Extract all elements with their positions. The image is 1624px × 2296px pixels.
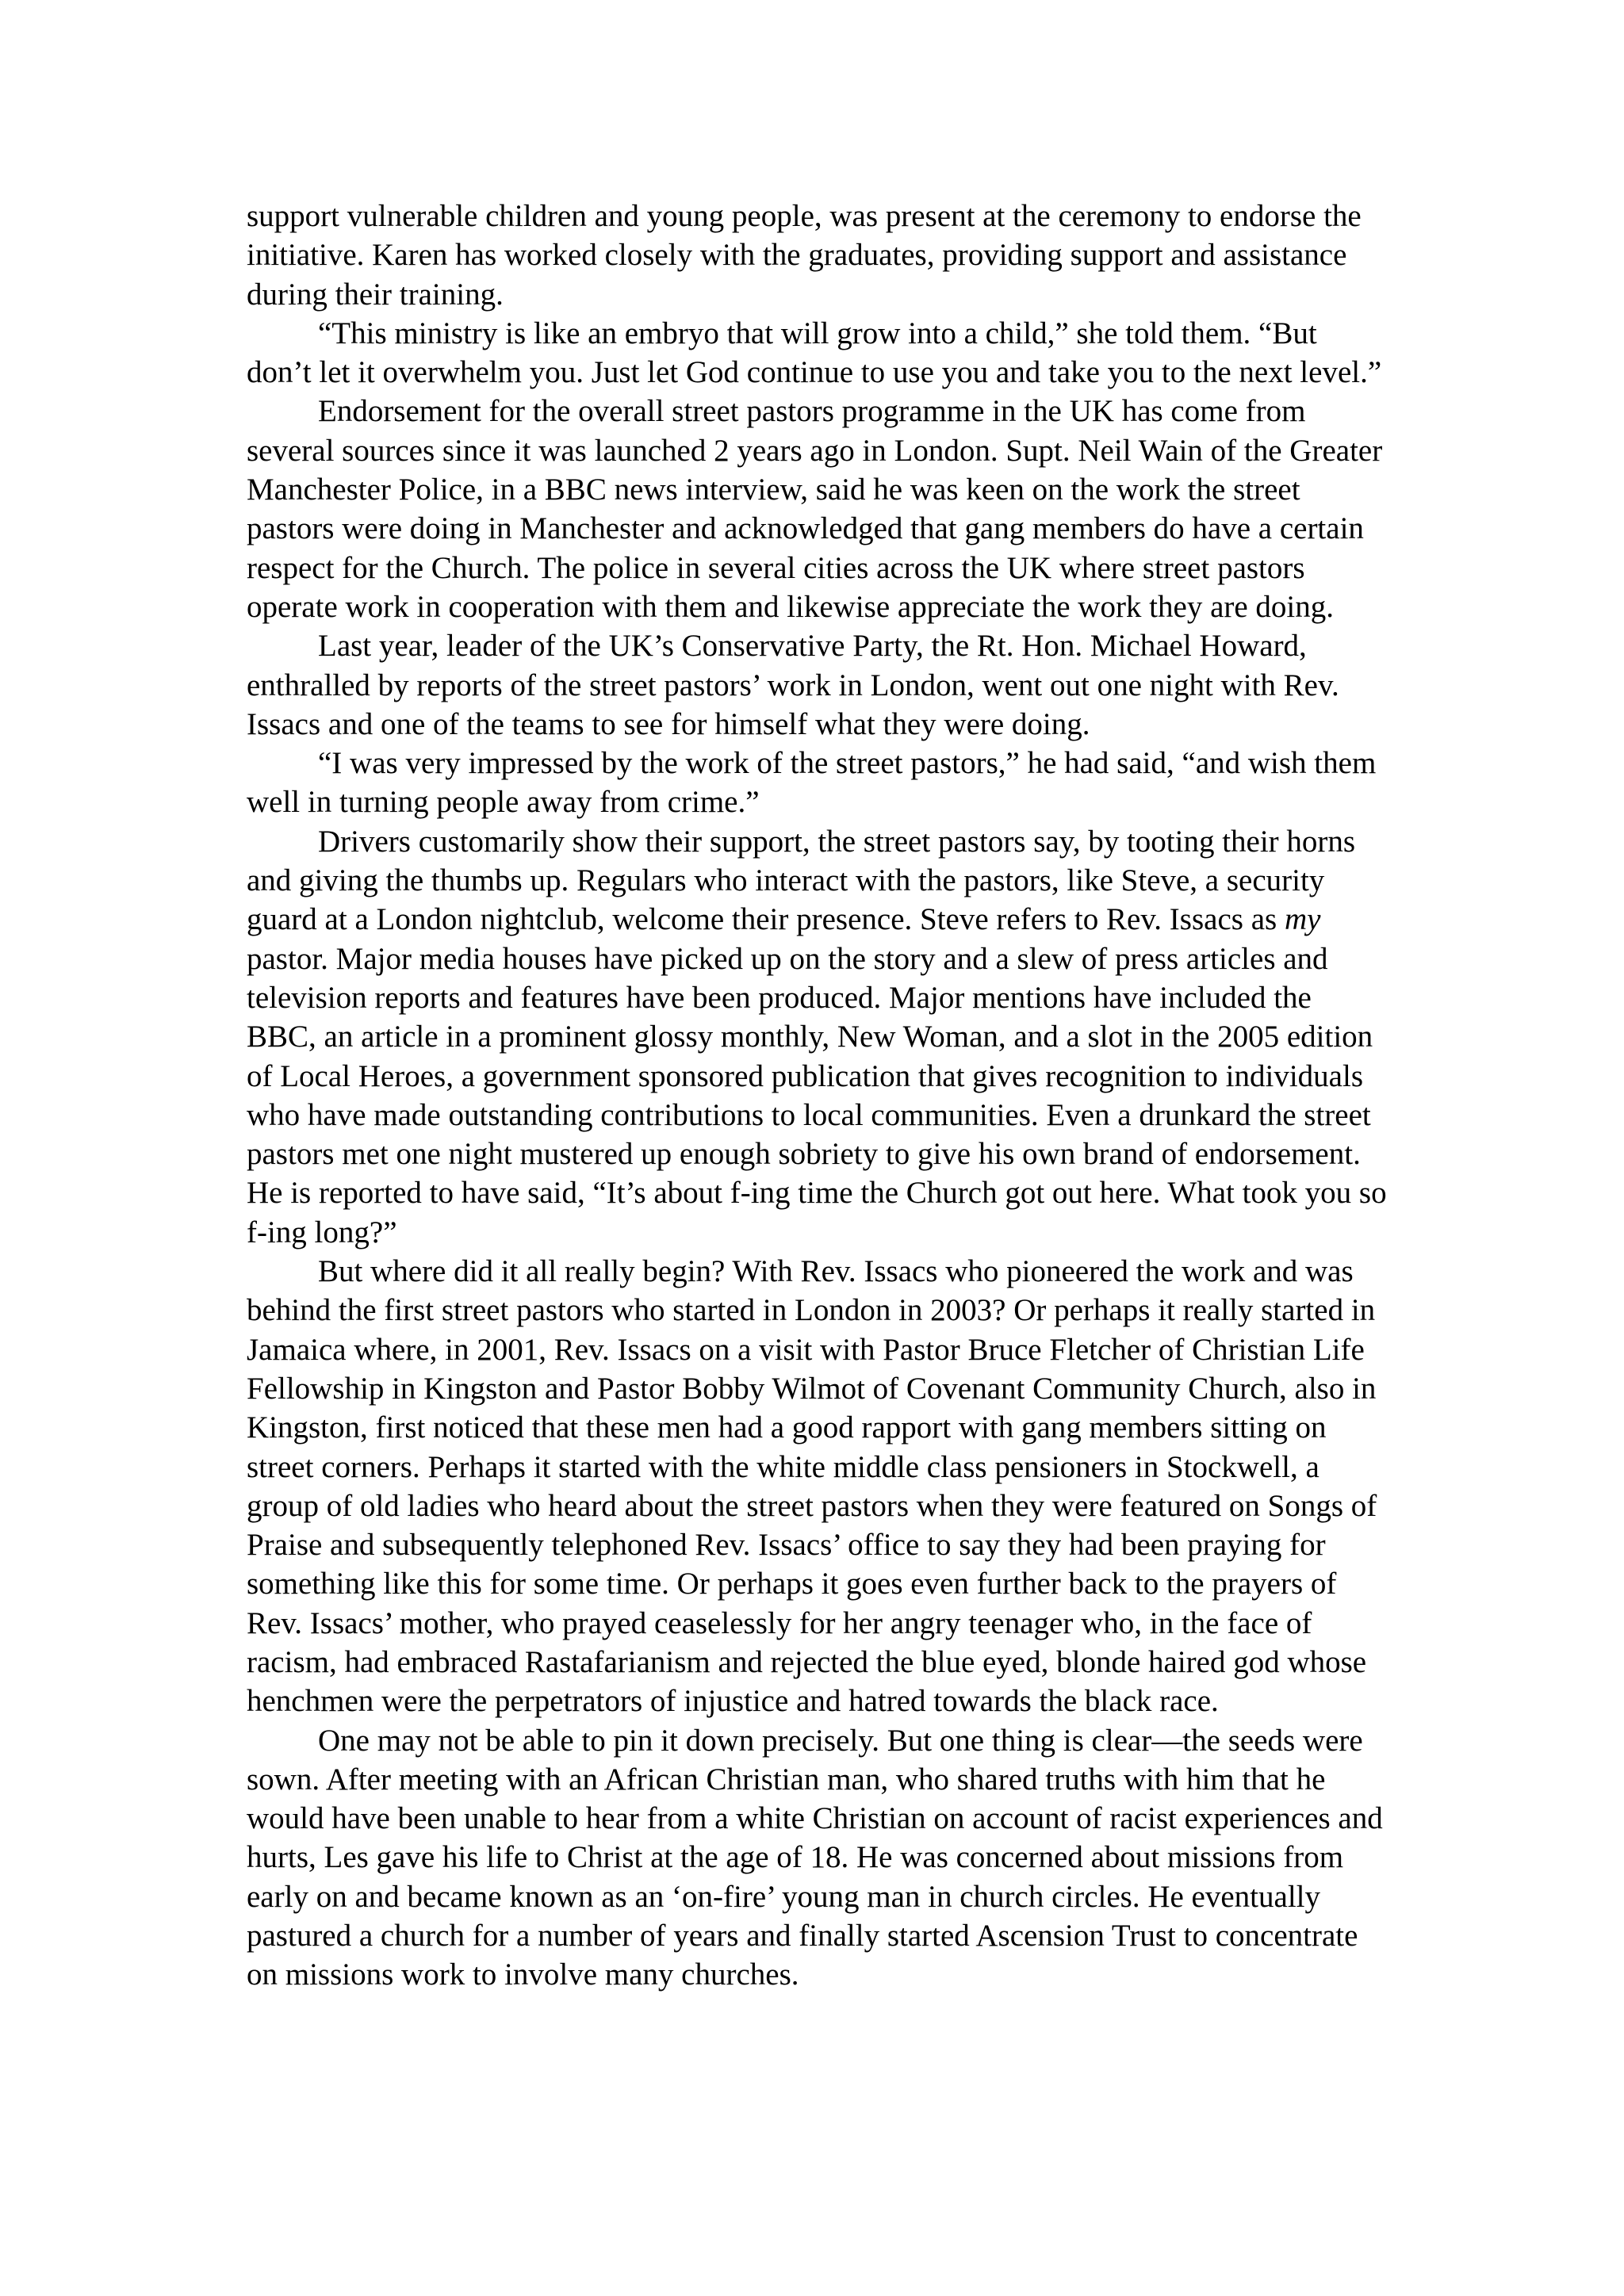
- paragraph: [247, 626, 1388, 744]
- paragraph-text: support vulnerable children and young people, was present at the ceremony to endorse the initiative. Karen has worked closely with the graduates, providing support and assistance during their training.: [247, 199, 1362, 312]
- paragraph-text: Drivers customarily show their support, the street pastors say, by tooting their horns and giving the thumbs up. Regulars who interact with the pastors, like Steve, a security guard at a London nightclub, welcome their presence. Steve refers to Rev. Issacs as: [247, 824, 1356, 937]
- paragraph-text: Endorsement for the overall street pastors programme in the UK has come from several sources since it was launched 2 years ago in London. Supt. Neil Wain of the Greater Manchester Police, in a BBC news interview, said he was keen on the work the street pastors were doing in Manchester and acknowledged that gang members do have a certain respect for the Church. The police in several cities across the UK where street pastors operate work in cooperation with them and likewise appreciate the work they are doing.: [247, 394, 1383, 624]
- paragraph: [247, 1252, 1388, 1721]
- paragraph-text: “I was very impressed by the work of the street pastors,” he had said, “and wish them well in turning people away from crime.”: [247, 746, 1377, 820]
- paragraph: [247, 822, 1388, 1252]
- paragraph-text: “This ministry is like an embryo that will grow into a child,” she told them. “But don’t let it overwhelm you. Just let God continue to use you and take you to the next level.”: [247, 316, 1382, 390]
- paragraph: [247, 744, 1388, 822]
- paragraph: [247, 392, 1388, 626]
- paragraph: [247, 314, 1388, 392]
- paragraph-text: One may not be able to pin it down precisely. But one thing is clear—the seeds were sown. After meeting with an African Christian man, who shared truths with him that he would have been unable to hear from a white Christian on account of racist experiences and hurts, Les gave his life to Christ at the age of 18. He was concerned about missions from early on and became known as an ‘on-fire’ young man in church circles. He eventually pastured a church for a number of years and finally started Ascension Trust to concentrate on missions work to involve many churches.: [247, 1723, 1383, 1992]
- paragraph-text: Last year, leader of the UK’s Conservative Party, the Rt. Hon. Michael Howard, enthralled by reports of the street pastors’ work in London, went out one night with Rev. Issacs and one of the teams to see for himself what they were doing.: [247, 629, 1339, 741]
- paragraph-text: But where did it all really begin? With Rev. Issacs who pioneered the work and was behind the first street pastors who started in London in 2003? Or perhaps it really started in Jamaica where, in 2001, Rev. Issacs on a visit with Pastor Bruce Fletcher of Christian Life Fellowship in Kingston and Pastor Bobby Wilmot of Covenant Community Church, also in Kingston, first noticed that these men had a good rapport with gang members sitting on street corners. Perhaps it started with the white middle class pensioners in Stockwell, a group of old ladies who heard about the street pastors when they were featured on Songs of Praise and subsequently telephoned Rev. Issacs’ office to say they had been praying for something like this for some time. Or perhaps it goes even further back to the prayers of Rev. Issacs’ mother, who prayed ceaselessly for her angry teenager who, in the face of racism, had embraced Rastafarianism and rejected the blue eyed, blonde haired god whose henchmen were the perpetrators of injustice and hatred towards the black race.: [247, 1254, 1377, 1719]
- body-text: [247, 197, 1388, 1995]
- emphasized-text: my: [1284, 902, 1321, 937]
- paragraph: [247, 197, 1388, 314]
- paragraph-text: pastor. Major media houses have picked up on the story and a slew of press articles and television reports and features have been produced. Major mentions have included the BBC, an article in a prominent glossy monthly, New Woman, and a slot in the 2005 edition of Local Heroes, a government sponsored publication that gives recognition to individuals who have made outstanding contributions to local communities. Even a drunkard the street pastors met one night mustered up enough sobriety to give his own brand of endorsement. He is reported to have said, “It’s about f-ing time the Church got out here. What took you so f-ing long?”: [247, 941, 1387, 1249]
- paragraph: [247, 1721, 1388, 1995]
